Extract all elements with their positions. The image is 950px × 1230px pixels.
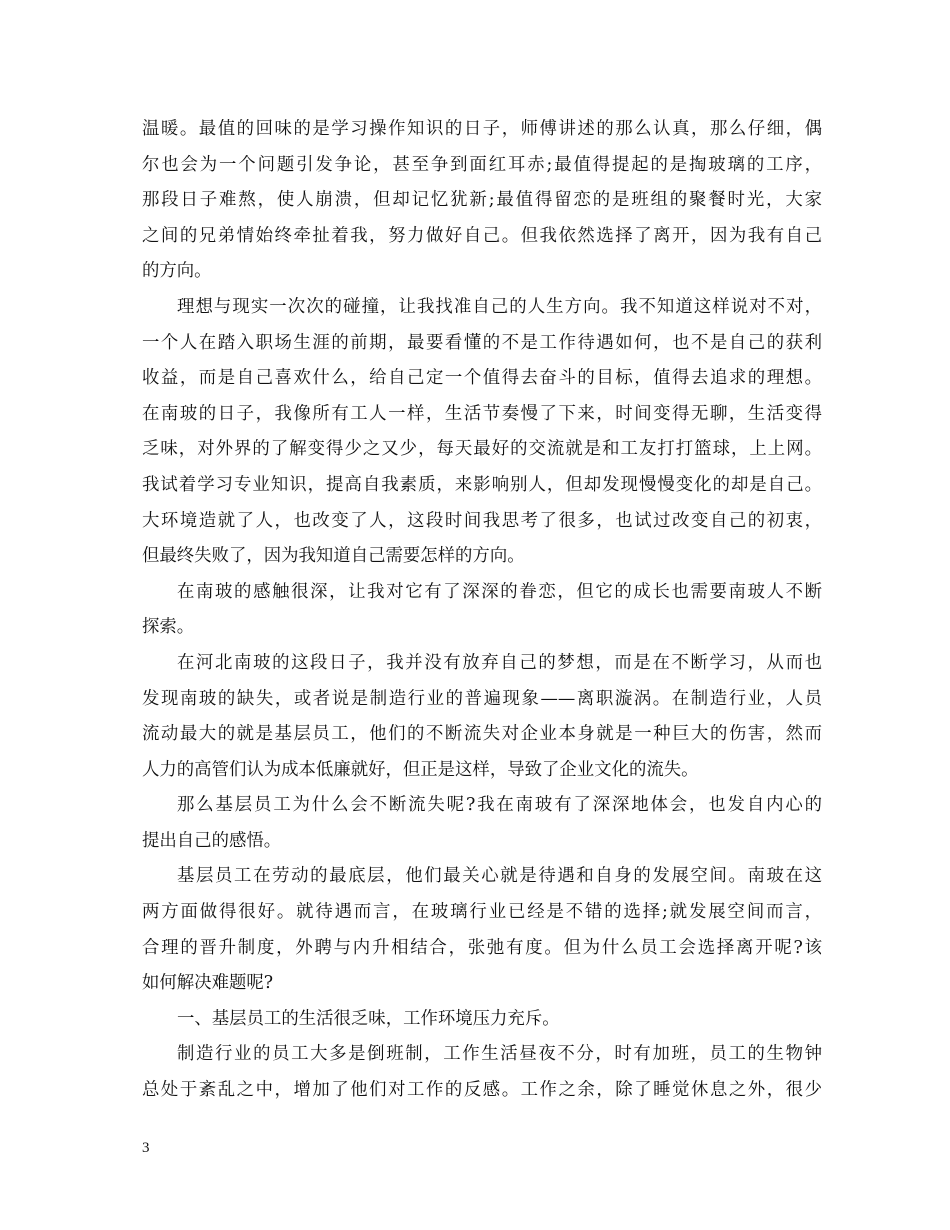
text-line: 基层员工在劳动的最底层，他们最关心就是待遇和自身的发展空间。南玻在这	[177, 866, 822, 887]
text-line: 发现南玻的缺失，或者说是制造行业的普遍现象——离职漩涡。在制造行业，人员	[142, 688, 822, 709]
text-line: 如何解决难题呢?	[142, 973, 274, 994]
text-line: 我试着学习专业知识，提高自我素质，来影响别人，但却发现慢慢变化的却是自己。	[142, 474, 822, 495]
text-line: 收益，而是自己喜欢什么，给自己定一个值得去奋斗的目标，值得去追求的理想。	[142, 368, 822, 389]
text-line: 总处于紊乱之中，增加了他们对工作的反感。工作之余，除了睡觉休息之外，很少	[142, 1080, 822, 1101]
text-line: 理想与现实一次次的碰撞，让我找准自己的人生方向。我不知道这样说对不对，	[177, 296, 822, 317]
text-line: 温暖。最值的回味的是学习操作知识的日子，师傅讲述的那么认真，那么仔细，偶	[142, 119, 822, 139]
text-line: 之间的兄弟情始终牵扯着我，努力做好自己。但我依然选择了离开，因为我有自己	[142, 225, 822, 246]
text-line: 一、基层员工的生活很乏味，工作环境压力充斥。	[177, 1008, 560, 1029]
text-line: 在南玻的感触很深，让我对它有了深深的眷恋，但它的成长也需要南玻人不断	[177, 581, 822, 602]
text-line: 探索。	[142, 617, 195, 638]
text-line: 在南玻的日子，我像所有工人一样，生活节奏慢了下来，时间变得无聊，生活变得	[142, 403, 822, 424]
text-line: 那段日子难熬，使人崩溃，但却记忆犹新;最值得留恋的是班组的聚餐时光，大家	[142, 190, 822, 211]
text-line: 一个人在踏入职场生涯的前期，最要看懂的不是工作待遇如何，也不是自己的获利	[142, 332, 822, 353]
text-line: 提出自己的感悟。	[142, 830, 282, 851]
document-body	[142, 112, 822, 1109]
text-line: 乏味，对外界的了解变得少之又少，每天最好的交流就是和工友打打篮球，上上网。	[142, 439, 822, 460]
text-line: 两方面做得很好。就待遇而言，在玻璃行业已经是不错的选择;就发展空间而言，	[142, 902, 822, 923]
text-line: 合理的晋升制度，外聘与内升相结合，张弛有度。但为什么员工会选择离开呢?该	[142, 937, 822, 958]
text-line: 制造行业的员工大多是倒班制，工作生活昼夜不分，时有加班，员工的生物钟	[177, 1044, 822, 1065]
page-number: 3	[142, 1140, 150, 1156]
text-line: 在河北南玻的这段日子，我并没有放弃自己的梦想，而是在不断学习，从而也	[177, 652, 822, 673]
text-line: 流动最大的就是基层员工，他们的不断流失对企业本身就是一种巨大的伤害，然而	[142, 724, 822, 745]
text-line: 的方向。	[142, 261, 212, 282]
text-line: 大环境造就了人，也改变了人，这段时间我思考了很多，也试过改变自己的初衷，	[142, 510, 822, 531]
text-line: 人力的高管们认为成本低廉就好，但正是这样，导致了企业文化的流失。	[142, 759, 699, 780]
text-line: 那么基层员工为什么会不断流失呢?我在南玻有了深深地体会，也发自内心的	[177, 795, 822, 816]
text-line: 但最终失败了，因为我知道自己需要怎样的方向。	[142, 546, 525, 567]
text-line: 尔也会为一个问题引发争论，甚至争到面红耳赤;最值得提起的是掏玻璃的工序，	[142, 154, 822, 175]
